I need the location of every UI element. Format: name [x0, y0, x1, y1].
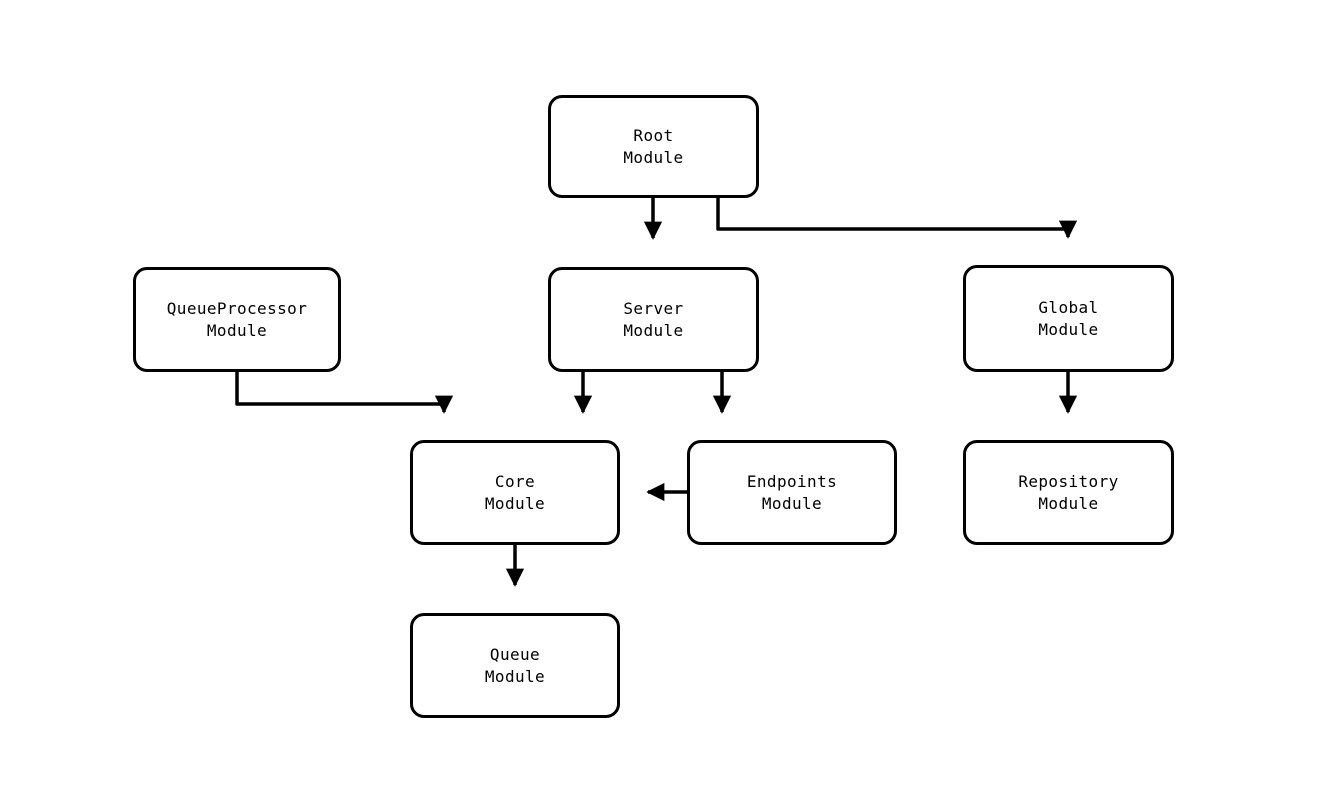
node-global-module[interactable]: [963, 265, 1174, 372]
node-label-line2: Module: [484, 666, 546, 686]
node-label-line2: Module: [1038, 493, 1099, 513]
node-label-line1: Root: [633, 125, 674, 145]
node-server-module[interactable]: [548, 267, 759, 372]
node-label-line1: Queue: [489, 644, 541, 664]
node-label-line1: Repository: [1018, 471, 1119, 491]
node-label-line2: Module: [761, 493, 823, 513]
node-label-line2: Module: [484, 493, 546, 513]
node-endpoints-module[interactable]: [687, 440, 897, 545]
node-label-line2: Module: [623, 320, 684, 340]
node-label-line1: QueueProcessor: [166, 298, 308, 318]
node-root-module[interactable]: [548, 95, 759, 198]
node-label-line2: Module: [623, 147, 684, 167]
node-label-line2: Module: [1038, 319, 1099, 339]
node-queueprocessor-module[interactable]: [133, 267, 341, 372]
node-label-line1: Global: [1038, 297, 1099, 317]
node-repository-module[interactable]: [963, 440, 1174, 545]
edge-queueprocessor-to-core: [237, 372, 444, 412]
node-label-line1: Endpoints: [746, 471, 838, 491]
edge-root-to-global: [718, 198, 1068, 237]
node-label-line1: Server: [623, 298, 684, 318]
node-label-line2: Module: [206, 320, 268, 340]
node-queue-module[interactable]: [410, 613, 620, 718]
node-label-line1: Core: [494, 471, 536, 491]
node-core-module[interactable]: [410, 440, 620, 545]
